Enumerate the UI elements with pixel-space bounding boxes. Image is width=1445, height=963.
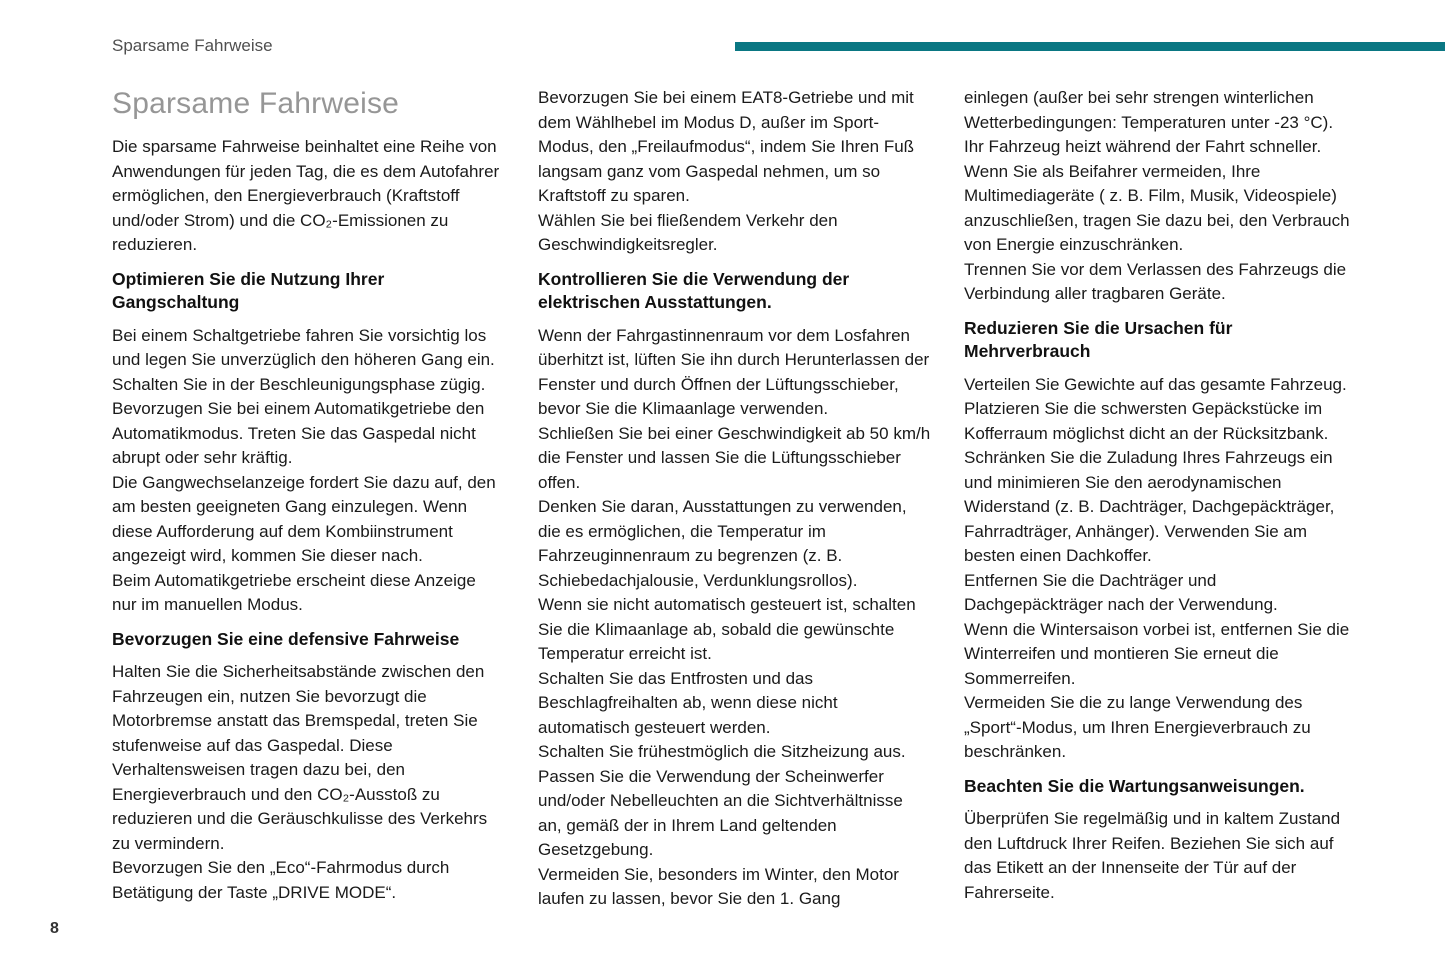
paragraph: Verteilen Sie Gewichte auf das gesamte Fahrzeug. Platzieren Sie die schwersten Gepäckstücke im Kofferraum möglichst dicht an der Rücksitzbank. xyxy=(964,374,1347,443)
paragraph: Schalten Sie das Entfrosten und das Beschlagfreihalten ab, wenn diese nicht automatisch gesteuert werden. xyxy=(538,668,838,737)
page-number: 8 xyxy=(50,920,59,937)
paragraph: Die sparsame Fahrweise beinhaltet eine Reihe von Anwendungen für jeden Tag, die es dem Autofahrer ermöglichen, den Energieverbrauch (Kraftstoff und/oder Strom) und die CO₂-Emissionen zu reduzieren. xyxy=(112,137,500,254)
paragraph: Entfernen Sie die Dachträger und Dachgepäckträger nach der Verwendung. xyxy=(964,570,1278,614)
paragraph: Trennen Sie vor dem Verlassen des Fahrzeugs die Verbindung aller tragbaren Geräte. xyxy=(964,259,1347,303)
paragraph: Schließen Sie bei einer Geschwindigkeit ab 50 km/h die Fenster und lassen Sie die Lüftungsschieber offen. xyxy=(538,423,931,492)
paragraph: Wenn Sie als Beifahrer vermeiden, Ihre Multimediageräte ( z. B. Film, Musik, Videospiele) anzuschließen, tragen Sie dazu bei, den Verbrauch von Energie einzuschränken. xyxy=(964,161,1350,254)
paragraph: Wenn der Fahrgastinnenraum vor dem Losfahren überhitzt ist, lüften Sie ihn durch Herunterlassen der Fenster und durch Öffnen der Lüftungsschieber, bevor Sie die Klimaanlage verwenden. xyxy=(538,325,930,418)
section-heading: Beachten Sie die Wartungsanweisungen. xyxy=(964,775,1305,796)
paragraph: einlegen (außer bei sehr strengen winterlichen Wetterbedingungen: Temperaturen unter -23 °C). Ihr Fahrzeug heizt während der Fahrt schneller. xyxy=(964,88,1334,156)
section-heading: Reduzieren Sie die Ursachen für Mehrverbrauch xyxy=(964,317,1233,361)
paragraph: Bevorzugen Sie bei einem EAT8-Getriebe und mit dem Wählhebel im Modus D, außer im Sport-Modus, den „Freilaufmodus“, indem Sie Ihren Fuß langsam ganz vom Gaspedal nehmen, um so Kraftstoff zu sparen. xyxy=(538,88,915,205)
running-header: Sparsame Fahrweise xyxy=(112,36,273,55)
column-2 xyxy=(538,86,931,912)
paragraph: Die Gangwechselanzeige fordert Sie dazu auf, den am besten geeigneten Gang einzulegen. Wenn diese Aufforderung auf dem Kombiinstrument angezeigt wird, kommen Sie dieser nach. xyxy=(112,472,496,565)
page-content xyxy=(112,86,1357,912)
paragraph: Überprüfen Sie regelmäßig und in kaltem Zustand den Luftdruck Ihrer Reifen. Beziehen Sie sich auf das Etikett an der Innenseite der Tür auf der Fahrerseite. xyxy=(964,809,1341,902)
paragraph: Bei einem Schaltgetriebe fahren Sie vorsichtig los und legen Sie unverzüglich den höheren Gang ein. Schalten Sie in der Beschleunigungsphase zügig. Bevorzugen Sie bei einem Automatikgetriebe den Automatikmodus. Treten Sie das Gaspedal nicht abrupt oder sehr kräftig. xyxy=(112,325,495,467)
paragraph: Vermeiden Sie, besonders im Winter, den Motor laufen zu lassen, bevor Sie den 1. Gang xyxy=(538,864,899,908)
accent-bar xyxy=(735,42,1445,51)
section-heading: Kontrollieren Sie die Verwendung der elektrischen Ausstattungen. xyxy=(538,268,850,312)
paragraph: Denken Sie daran, Ausstattungen zu verwenden, die es ermöglichen, die Temperatur im Fahrzeuginnenraum zu begrenzen (z. B. Schiebedachjalousie, Verdunklungsrollos). xyxy=(538,497,907,590)
paragraph: Vermeiden Sie die zu lange Verwendung des „Sport“-Modus, um Ihren Energieverbrauch zu beschränken. xyxy=(964,693,1311,761)
paragraph: Wenn die Wintersaison vorbei ist, entfernen Sie die Winterreifen und montieren Sie erneut die Sommerreifen. xyxy=(964,619,1350,688)
column-1 xyxy=(112,86,505,905)
page-title: Sparsame Fahrweise xyxy=(112,87,400,120)
paragraph: Schalten Sie frühestmöglich die Sitzheizung aus. xyxy=(538,742,906,761)
paragraph: Bevorzugen Sie den „Eco“-Fahrmodus durch Betätigung der Taste „DRIVE MODE“. xyxy=(112,858,450,902)
paragraph: Wählen Sie bei fließendem Verkehr den Geschwindigkeitsregler. xyxy=(538,210,838,254)
section-heading: Bevorzugen Sie eine defensive Fahrweise xyxy=(112,628,460,649)
paragraph: Halten Sie die Sicherheitsabstände zwischen den Fahrzeugen ein, nutzen Sie bevorzugt die Motorbremse anstatt das Bremspedal, treten Sie stufenweise auf das Gaspedal. Diese Verhaltensweisen tragen dazu bei, den Energieverbrauch und den CO₂-Ausstoß zu reduzieren und die Geräuschkulisse des Verkehrs zu vermindern. xyxy=(112,662,488,853)
paragraph: Beim Automatikgetriebe erscheint diese Anzeige nur im manuellen Modus. xyxy=(112,570,476,614)
paragraph: Schränken Sie die Zuladung Ihres Fahrzeugs ein und minimieren Sie den aerodynamischen Widerstand (z. B. Dachträger, Dachgepäckträger, Fahrradträger, Anhänger). Verwenden Sie am besten einen Dachkoffer. xyxy=(964,448,1335,565)
column-3 xyxy=(964,86,1357,905)
paragraph: Wenn sie nicht automatisch gesteuert ist, schalten Sie die Klimaanlage ab, sobald die gewünschte Temperatur erreicht ist. xyxy=(538,595,916,663)
paragraph: Passen Sie die Verwendung der Scheinwerfer und/oder Nebelleuchten an die Sichtverhältnisse an, gemäß der in Ihrem Land geltenden Gesetzgebung. xyxy=(538,766,903,859)
section-heading: Optimieren Sie die Nutzung Ihrer Gangschaltung xyxy=(112,268,385,312)
